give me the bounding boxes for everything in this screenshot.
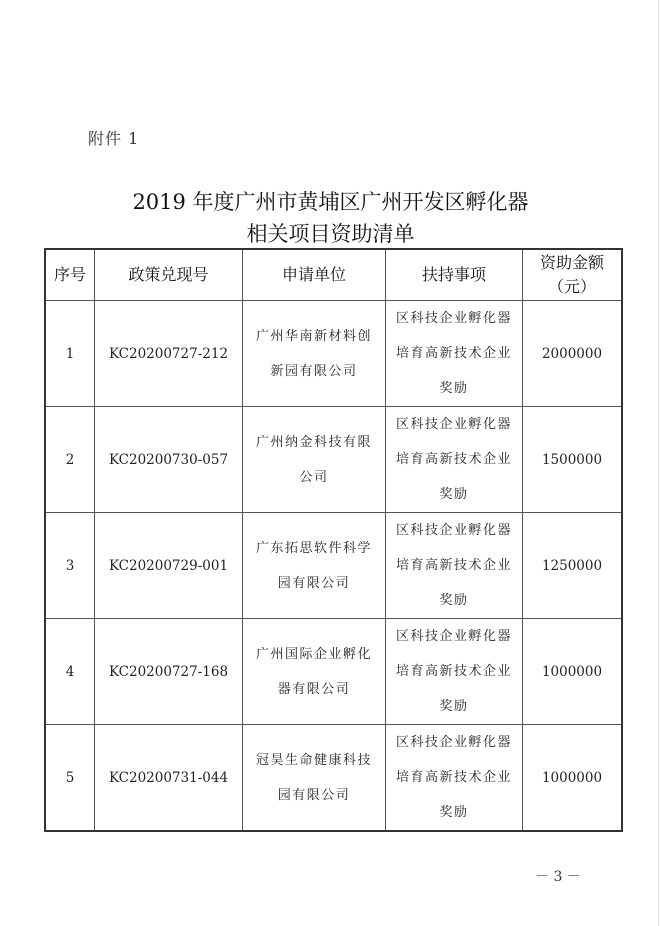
applicant-line: 新园有限公司 [270,363,358,379]
cell-applicant [243,619,386,725]
cell-support-item [386,619,523,725]
page-number: － 3 － [535,869,581,885]
support-item-line: 区科技企业孵化器 [395,523,512,538]
cell-amount: 1000000 [523,619,623,725]
cell-amount: 2000000 [523,301,623,407]
table-row [45,725,622,832]
header-support-item: 扶持事项 [386,249,523,301]
cell-no: 1 [45,301,95,407]
cell-no: 5 [45,725,95,832]
applicant-line: 广东拓思软件科学 [255,540,372,556]
header-applicant: 申请单位 [243,249,386,301]
cell-no: 4 [45,619,95,725]
support-item-line: 培育高新技术企业 [395,664,512,679]
header-no: 序号 [45,249,95,301]
cell-applicant [243,725,386,832]
cell-policy-code: KC20200731-044 [95,725,243,832]
cell-support-item [386,407,523,513]
applicant-line: 园有限公司 [277,787,351,803]
cell-no: 2 [45,407,95,513]
support-item-line: 奖励 [439,381,469,396]
support-item-line: 奖励 [439,487,469,502]
header-amount-label: 资助金额 [539,253,604,272]
applicant-line: 公司 [299,469,329,485]
table-row [45,407,622,513]
header-amount-unit: （元） [547,277,596,296]
cell-applicant [243,513,386,619]
cell-policy-code: KC20200730-057 [95,407,243,513]
header-policy-code: 政策兑现号 [95,249,243,301]
support-item-line: 区科技企业孵化器 [395,311,512,326]
support-item-line: 培育高新技术企业 [395,346,512,361]
applicant-line: 器有限公司 [277,681,351,697]
applicant-line: 广州国际企业孵化 [255,646,372,662]
document-title: 2019 年度广州市黄埔区广州开发区孵化器 [132,190,529,214]
support-item-line: 培育高新技术企业 [395,558,512,573]
table-row [45,513,622,619]
attachment-label: 附件 1 [88,129,140,148]
table-row [45,301,622,407]
cell-support-item [386,513,523,619]
page-edge [658,0,659,926]
cell-applicant [243,301,386,407]
funding-table [44,248,623,832]
table-row [45,619,622,725]
cell-support-item [386,725,523,832]
cell-policy-code: KC20200727-212 [95,301,243,407]
applicant-line: 园有限公司 [277,575,351,591]
support-item-line: 区科技企业孵化器 [395,417,512,432]
support-item-line: 培育高新技术企业 [395,770,512,785]
support-item-line: 奖励 [439,699,469,714]
applicant-line: 广州纳金科技有限 [255,434,372,450]
applicant-line: 广州华南新材料创 [255,328,372,344]
support-item-line: 奖励 [439,805,469,820]
document-subtitle: 相关项目资助清单 [246,222,415,246]
support-item-line: 区科技企业孵化器 [395,735,512,750]
cell-amount: 1500000 [523,407,623,513]
cell-support-item [386,301,523,407]
support-item-line: 培育高新技术企业 [395,452,512,467]
support-item-line: 区科技企业孵化器 [395,629,512,644]
applicant-line: 冠昊生命健康科技 [255,752,372,768]
support-item-line: 奖励 [439,593,469,608]
cell-amount: 1000000 [523,725,623,832]
cell-amount: 1250000 [523,513,623,619]
cell-no: 3 [45,513,95,619]
header-amount [523,249,623,301]
cell-applicant [243,407,386,513]
cell-policy-code: KC20200727-168 [95,619,243,725]
table-header-row [45,249,622,301]
cell-policy-code: KC20200729-001 [95,513,243,619]
